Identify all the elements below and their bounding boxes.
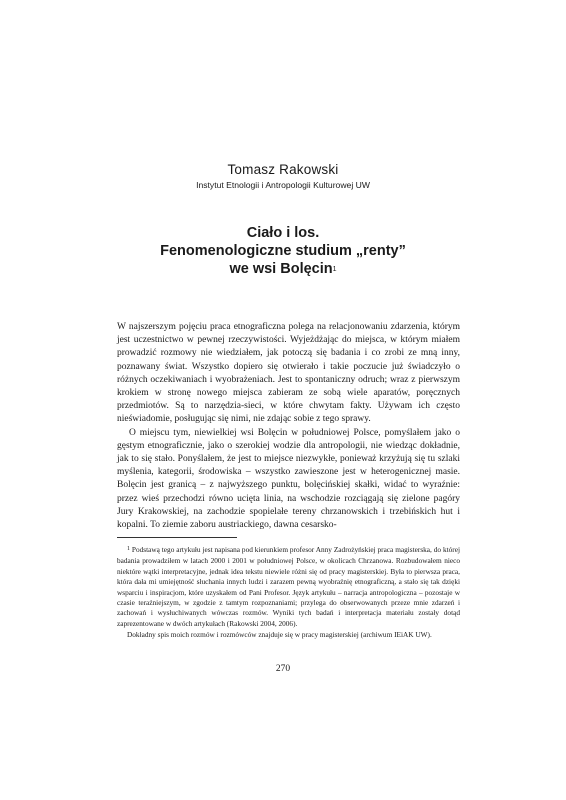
body-paragraph-2: O miejscu tym, niewielkiej wsi Bolęcin w południowej Polsce, pomyślałem jako o gęstym etnograficznie, jako o szerokiej wodzie dla antropologii, nie wiedząc dokładnie, jak to się stało. Ponyślałem, że jest to miejsce niezwykłe, ponieważ krzyżują się tu szlaki myślenia, kategorii, środowiska – wszystko zawieszone jest w heterogenicznej masie. Bolęcin jest granicą – z najwyższego punktu, bolęcińskiej skałki, widać to wyraźnie: przez wieś przechodzi równo ucięta linia, na wschodzie rozciągają się zielone pagóry Jury Krakowskiej, na zachodzie spopielałe tereny chrzanowskich i trzebińskich hut i kopalni. To ziemie zaboru austriackiego, dawna cesarsko- (117, 427, 460, 531)
title-line-3 (0, 260, 566, 278)
footnote-2 (117, 630, 460, 640)
title-footnote-mark: 1 (332, 266, 337, 273)
title-line-3-text: we wsi Bolęcin (229, 261, 333, 277)
page-number: 270 (275, 664, 291, 674)
footnotes (117, 545, 460, 641)
footnote-1-text: Podstawą tego artykułu jest napisana pod kierunkiem profesor Anny Zadrożyńskiej praca magisterska, do której badania prowadziłem w latach 2000 i 2001 w południowej Polsce, w okolicach Chrzanowa. Rozbudowałem nieco niektóre wątki interpretacyjne, jednak idea tekstu niewiele różni się od pracy magisterskiej. Była to pierwsza praca, która dała mi umiejętność słuchania innych ludzi i zarazem pewną wyobraźnię etnograficzną, a stało się tak dzięki wsparciu i inspiracjom, które uzyskałem od Pani Profesor. Język artykułu – narracja antropologiczna – pozostaje w czasie teraźniejszym, w zgodzie z tamtym rozpoznaniami; przylega do obserwowanych przeze mnie zdarzeń i zachowań i wysłuchiwanych wówczas rozmów. Wyniki tych badań i interpretacja materiału zostały dotąd zaprezentowane w dwóch artykułach (Rakowski 2004, 2006). (117, 545, 460, 628)
author-name: Tomasz Rakowski (227, 162, 339, 177)
footnote-1-mark: 1 (127, 546, 130, 552)
title-line-2: Fenomenologiczne studium „renty” (160, 243, 406, 259)
footnote-2-text: Dokładny spis moich rozmów i rozmówców znajduje się w pracy magisterskiej (archiwum IEiAK UW). (127, 630, 432, 640)
author-block (0, 161, 566, 191)
article-body (117, 321, 460, 532)
article-title (0, 224, 566, 278)
footnote-1 (117, 545, 460, 629)
author-affiliation: Instytut Etnologii i Antropologii Kulturowej UW (196, 180, 370, 190)
body-paragraph-1: W najszerszym pojęciu praca etnograficzna polega na relacjonowaniu zdarzenia, którym jest uczestnictwo w pewnej rzeczywistości. Wyjeżdżając do miejsca, w którym miałem prowadzić rozmowy nie wiedziałem, jak potoczą się badania i co zrobi ze mną inny, poznawany świat. Wszystko dopiero się otwierało i takie poczucie już świadczyło o różnych oczekiwaniach i wyobrażeniach. Jest to spontaniczny odruch; wraz z pierwszym krokiem w stronę nowego miejsca zabieram ze sobą wiele aparatów, poręcznych przedmiotów. Są to narzędzia-sieci, w które chwytam fakty. Używam ich często nieświadomie, posługując się nimi, nie zdając sobie z tego sprawy. (117, 322, 460, 425)
footnote-separator (117, 537, 237, 538)
title-line-1: Ciało i los. (246, 225, 320, 241)
